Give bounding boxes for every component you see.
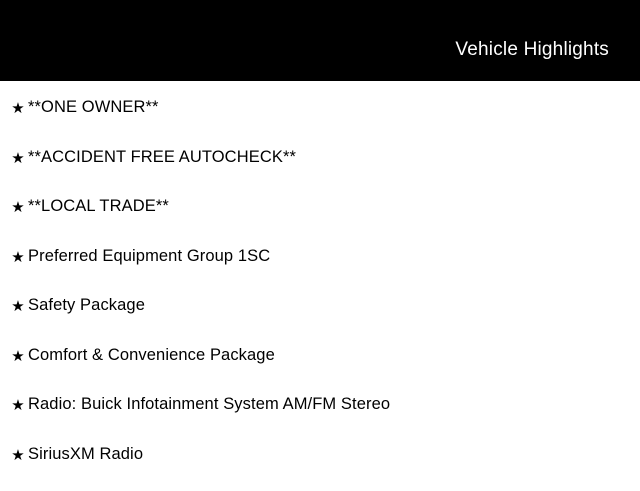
list-item — [0, 293, 640, 343]
highlight-label: Comfort & Convenience Package — [28, 343, 275, 367]
highlight-label: SiriusXM Radio — [28, 442, 143, 466]
highlight-label: **ACCIDENT FREE AUTOCHECK** — [28, 145, 296, 169]
star-icon: ★ — [8, 293, 28, 319]
star-icon: ★ — [8, 244, 28, 270]
highlight-label: **LOCAL TRADE** — [28, 194, 169, 218]
star-icon: ★ — [8, 95, 28, 121]
star-icon: ★ — [8, 145, 28, 171]
highlights-list — [0, 81, 640, 491]
star-icon: ★ — [8, 194, 28, 220]
page-title: Vehicle Highlights — [455, 21, 609, 61]
list-item — [0, 95, 640, 145]
list-item — [0, 442, 640, 491]
list-item — [0, 244, 640, 294]
highlight-label: **ONE OWNER** — [28, 95, 159, 119]
star-icon: ★ — [8, 442, 28, 468]
list-item — [0, 194, 640, 244]
highlight-label: Safety Package — [28, 293, 145, 317]
highlight-label: Radio: Buick Infotainment System AM/FM Stereo — [28, 392, 390, 416]
list-item — [0, 145, 640, 195]
list-item — [0, 343, 640, 393]
star-icon: ★ — [8, 343, 28, 369]
highlight-label: Preferred Equipment Group 1SC — [28, 244, 270, 268]
star-icon: ★ — [8, 392, 28, 418]
page-header — [0, 0, 640, 81]
list-item — [0, 392, 640, 442]
